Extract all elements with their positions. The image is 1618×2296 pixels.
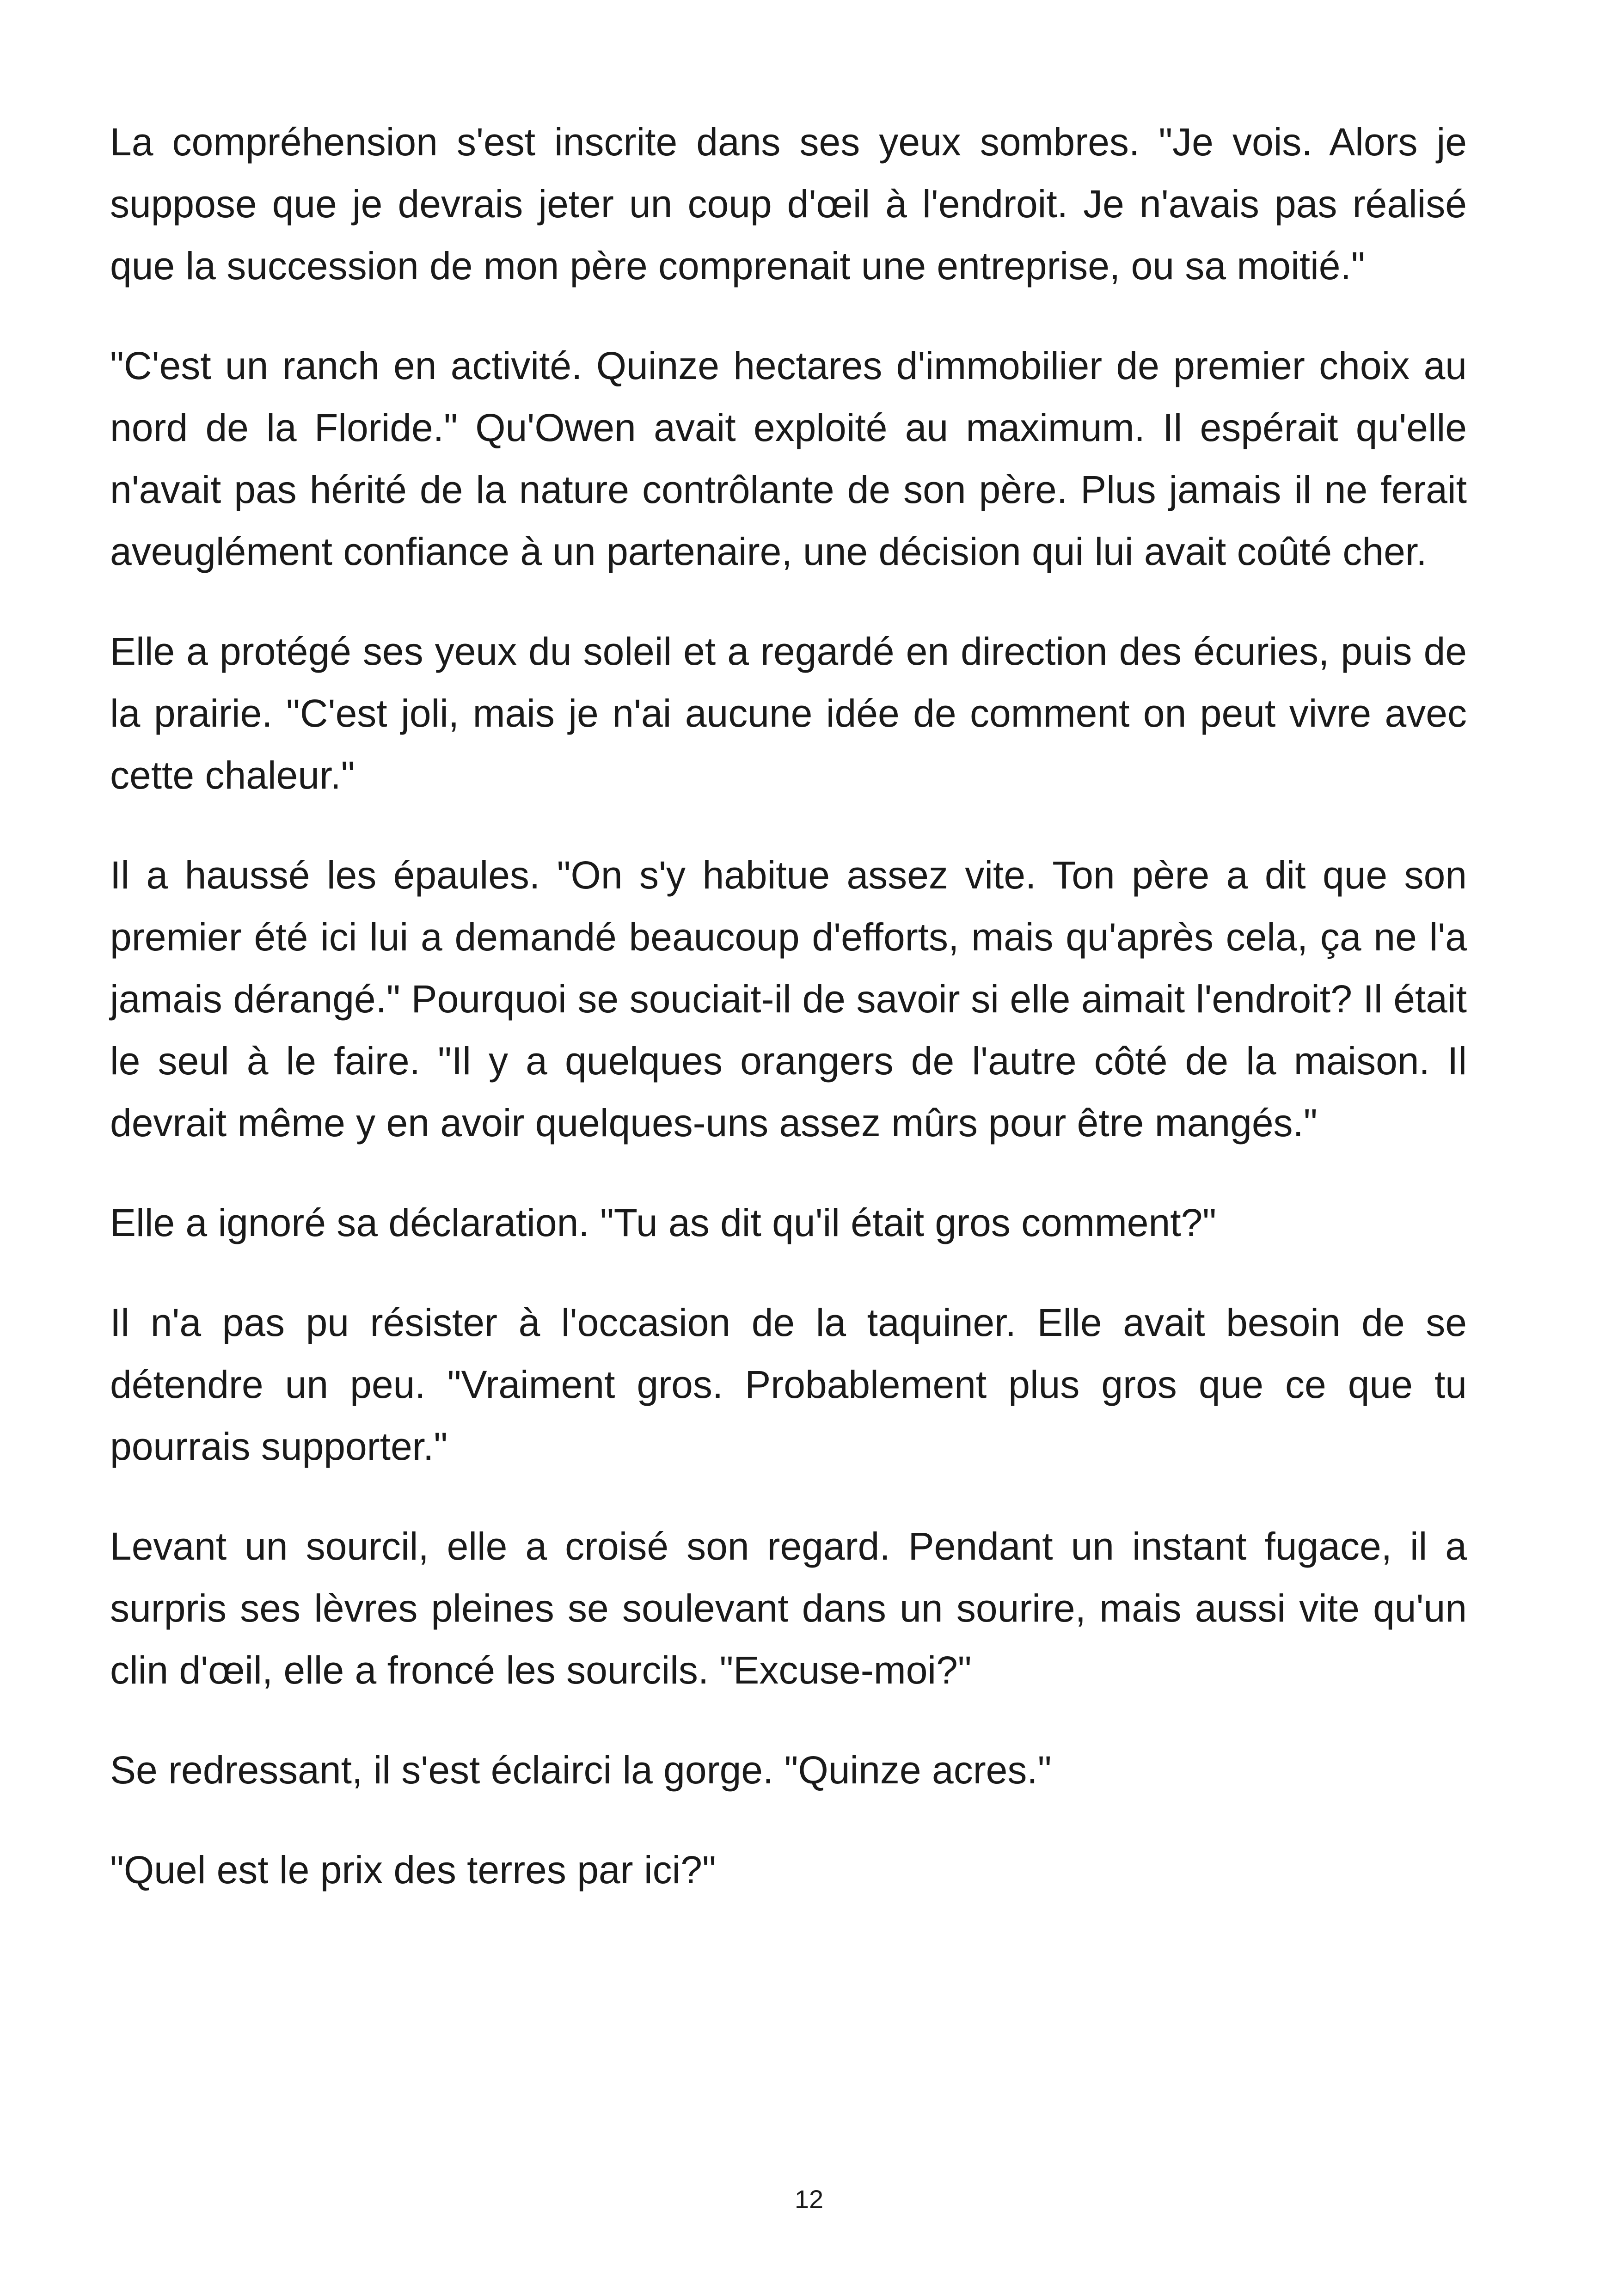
page-body bbox=[110, 111, 1467, 1939]
paragraph: Se redressant, il s'est éclairci la gorge. "Quinze acres." bbox=[110, 1748, 1052, 1792]
paragraph: "Quel est le prix des terres par ici?" bbox=[110, 1848, 716, 1892]
paragraph: Il n'a pas pu résister à l'occasion de la taquiner. Elle avait besoin de se détendre un peu. "Vraiment gros. Probablement plus gros que ce que tu pourrais supporter." bbox=[110, 1301, 1467, 1468]
paragraph: Il a haussé les épaules. "On s'y habitue assez vite. Ton père a dit que son premier été ici lui a demandé beaucoup d'efforts, mais qu'après cela, ça ne l'a jamais dérangé." Pourquoi se souciait-il de savoir si elle aimait l'endroit? Il était le seul à le faire. "Il y a quelques orangers de l'autre côté de la maison. Il devrait même y en avoir quelques-uns assez mûrs pour être mangés." bbox=[110, 853, 1467, 1145]
paragraph: Levant un sourcil, elle a croisé son regard. Pendant un instant fugace, il a surpris ses lèvres pleines se soulevant dans un sourire, mais aussi vite qu'un clin d'œil, elle a froncé les sourcils. "Excuse-moi?" bbox=[110, 1525, 1467, 1692]
paragraph: Elle a protégé ses yeux du soleil et a regardé en direction des écuries, puis de la prairie. "C'est joli, mais je n'ai aucune idée de comment on peut vivre avec cette chaleur." bbox=[110, 630, 1467, 797]
page-number: 12 bbox=[794, 2185, 824, 2214]
paragraph: "C'est un ranch en activité. Quinze hectares d'immobilier de premier choix au nord de la Floride." Qu'Owen avait exploité au maximum. Il espérait qu'elle n'avait pas hérité de la nature contrôlante de son père. Plus jamais il ne ferait aveuglément confiance à un partenaire, une décision qui lui avait coûté cher. bbox=[110, 344, 1467, 573]
paragraph: La compréhension s'est inscrite dans ses yeux sombres. "Je vois. Alors je suppose que je devrais jeter un coup d'œil à l'endroit. Je n'avais pas réalisé que la succession de mon père comprenait une entreprise, ou sa moitié." bbox=[110, 120, 1467, 288]
paragraph: Elle a ignoré sa déclaration. "Tu as dit qu'il était gros comment?" bbox=[110, 1201, 1217, 1244]
